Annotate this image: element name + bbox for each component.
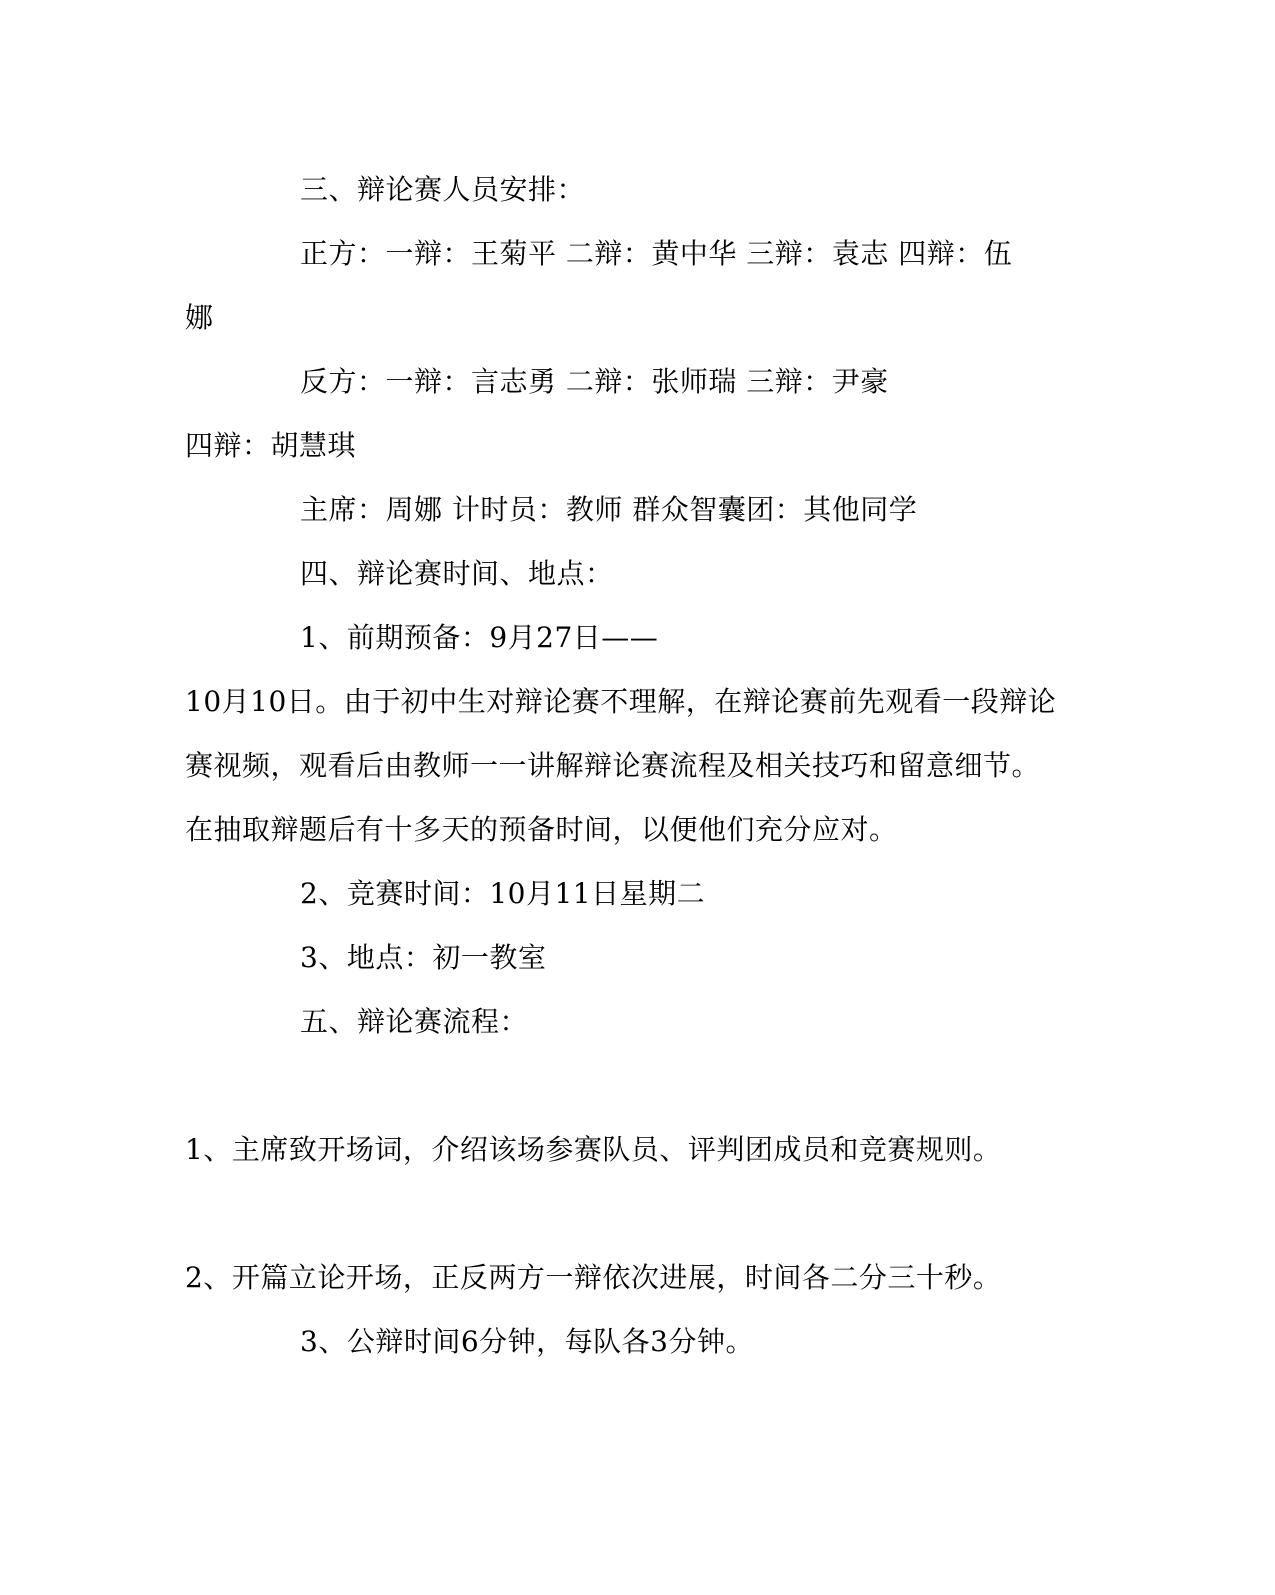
preparation-detail-line-1: 10月10日。由于初中生对辩论赛不理解，在辩论赛前先观看一段辩论 xyxy=(185,685,1057,718)
procedure-step-1: 1、主席致开场词，介绍该场参赛队员、评判团成员和竞赛规则。 xyxy=(185,1133,1002,1166)
negative-team-line: 反方：一辩：言志勇 二辩：张师瑞 三辩：尹豪 xyxy=(300,365,889,398)
preparation-period-line: 1、前期预备：9月27日—— xyxy=(300,621,659,654)
affirmative-team-line: 正方：一辩：王菊平 二辩：黄中华 三辩：袁志 四辩：伍 xyxy=(300,237,1013,270)
preparation-detail-line-3: 在抽取辩题后有十多天的预备时间，以便他们充分应对。 xyxy=(185,813,898,846)
competition-time-line: 2、竞赛时间：10月11日星期二 xyxy=(300,877,706,910)
procedure-step-2: 2、开篇立论开场，正反两方一辩依次进展，时间各二分三十秒。 xyxy=(185,1261,1002,1294)
procedure-step-3: 3、公辩时间6分钟，每队各3分钟。 xyxy=(300,1325,754,1358)
chair-timer-line: 主席：周娜 计时员：教师 群众智囊团：其他同学 xyxy=(300,493,918,526)
preparation-detail-line-2: 赛视频，观看后由教师一一讲解辩论赛流程及相关技巧和留意细节。 xyxy=(185,749,1041,782)
location-line: 3、地点：初一教室 xyxy=(300,941,547,974)
negative-team-line-continued: 四辩：胡慧琪 xyxy=(185,429,357,462)
section-heading-time-place: 四、辩论赛时间、地点： xyxy=(300,557,614,590)
section-heading-procedure: 五、辩论赛流程： xyxy=(300,1005,529,1038)
affirmative-team-line-continued: 娜 xyxy=(185,301,214,334)
section-heading-personnel: 三、辩论赛人员安排： xyxy=(300,173,586,206)
